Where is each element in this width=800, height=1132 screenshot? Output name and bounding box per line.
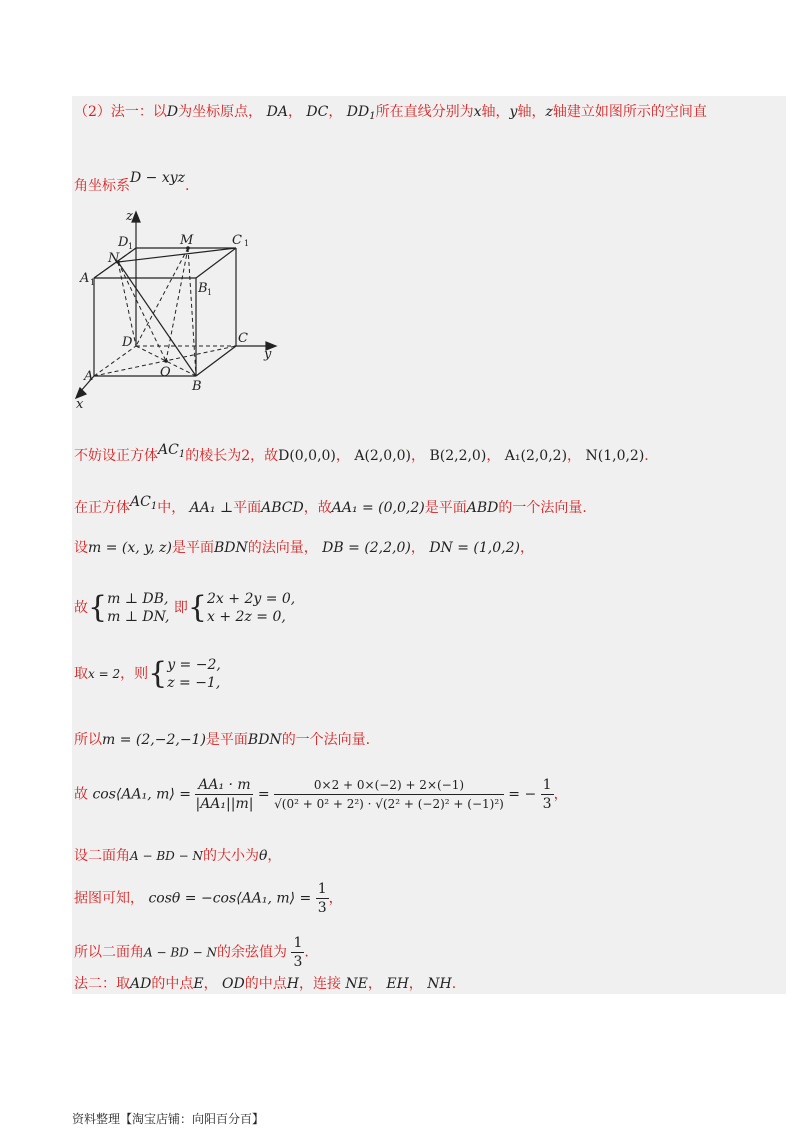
text: 的中点 [244, 976, 287, 992]
math: = − [508, 786, 537, 803]
line-answer [74, 934, 309, 971]
axis-label-x: x [76, 397, 84, 410]
text: 取 [74, 666, 88, 682]
math-sub: 1 [178, 449, 186, 460]
line-method-1-intro: （2）法一：以D为坐标原点， DA， DC， $DD_1$所在直线分别为x轴，y轴，z轴建立如图所示的空间直 [74, 104, 707, 122]
numerator: AA₁ · m [195, 776, 253, 795]
math: AD [130, 976, 152, 992]
text: 的中点 [151, 976, 194, 992]
label-sub: 1 [90, 278, 96, 287]
text: . [644, 448, 649, 464]
eq: z = −1, [167, 675, 221, 691]
math: DN = (1,0,2) [429, 540, 520, 556]
text: . [185, 178, 190, 194]
text: 轴建立如图所示的空间直 [552, 104, 707, 120]
text: 的大小为 [202, 848, 259, 864]
label-C: C [238, 331, 248, 346]
math: z [545, 104, 553, 120]
math: ABCD [261, 500, 304, 516]
text: ， [328, 890, 343, 907]
denominator: 3 [542, 796, 552, 812]
text: 故 [74, 600, 88, 616]
text: ， [267, 848, 282, 864]
text: 是平面 [424, 500, 467, 516]
text: 为坐标原点， [178, 104, 263, 120]
label-D: D [122, 335, 133, 350]
math: AA₁ = (0,0,2) [331, 500, 425, 516]
text: 不妨设正方体 [74, 448, 158, 464]
math: m = (2,−2,−1) [102, 732, 206, 748]
math-sub: 1 [150, 501, 158, 512]
text: 设二面角 [74, 848, 130, 864]
label-B1: B [198, 281, 208, 296]
math: D [166, 104, 179, 120]
line-m-result [74, 730, 370, 750]
brace: { [88, 590, 108, 625]
text: 所以二面角 [74, 944, 144, 961]
math: y [509, 104, 518, 120]
math: D(0,0,0) [278, 448, 336, 464]
line-coordinate-system [74, 168, 190, 196]
line-normal-vector-bdn: 设m = (x, y, z)是平面BDN的法向量， DB = (2,2,0)， DN = (1,0,2)， [74, 540, 534, 556]
line-method-2: 法二：取AD的中点E， OD的中点H，连接 NE， EH， NH. [74, 976, 457, 992]
math: θ [258, 848, 268, 864]
text: 中， [157, 500, 186, 516]
line-take-x [74, 656, 221, 692]
eq: m ⊥ DB, [107, 591, 169, 607]
text: 设 [74, 540, 88, 556]
line-cosine-calc [74, 776, 568, 813]
text: 故 [74, 786, 88, 803]
text: 在正方体 [74, 500, 130, 516]
line-cube-coordinates: 不妨设正方体$AC^1$的棱长为2，故D(0,0,0)， A(2,0,0)， B(2,2,0)， A₁(2,0,2)， N(1,0,2). [74, 442, 649, 464]
text: 的法向量， [247, 540, 318, 556]
label-N: N [108, 251, 120, 266]
numerator: 0×2 + 0×(−2) + 2×(−1) [274, 776, 504, 795]
text: ， [519, 540, 534, 556]
math: E [193, 976, 204, 992]
text: . [451, 976, 457, 992]
text: 法二：取 [74, 976, 130, 992]
math: A − BD − N [130, 849, 203, 863]
text: 轴， [517, 104, 546, 120]
math: EH [386, 976, 409, 992]
axis-label-y: y [264, 347, 272, 362]
math: cos⟨AA₁, m⟩ = [92, 786, 192, 803]
fraction [274, 776, 504, 813]
footer-source: 资料整理【淘宝店铺：向阳百分百】 [72, 1112, 265, 1126]
denominator: √(0² + 0² + 2²) · √(2² + (−2)² + (−1)²) [274, 797, 504, 811]
line-normal-vector-abd [74, 492, 587, 518]
math: x = 2 [88, 667, 121, 681]
math: BDN [213, 540, 248, 556]
fraction [291, 934, 304, 971]
text: 的一个法向量. [281, 732, 371, 748]
math: D − xyz [130, 170, 186, 186]
math: AA₁ ⊥ [189, 500, 234, 516]
math: DA [266, 104, 288, 120]
text: 据图可知， [74, 890, 144, 907]
label-sub: 1 [128, 242, 134, 251]
text: ，连接 [298, 976, 341, 992]
text: 的棱长为2，故 [185, 448, 279, 464]
math: A₁(2,0,2) [504, 448, 568, 464]
fraction [316, 880, 329, 917]
math: = [257, 786, 270, 803]
system [107, 590, 169, 626]
math: H [286, 976, 299, 992]
label-sub: 1 [244, 239, 250, 248]
math: m = (x, y, z) [88, 540, 172, 556]
text: 是平面 [171, 540, 214, 556]
math: AC [130, 494, 151, 510]
math: BDN [247, 732, 282, 748]
text: 即 [173, 600, 188, 616]
math: B(2,2,0) [429, 448, 487, 464]
label-A: A [84, 369, 94, 384]
math: A(2,0,0) [354, 448, 412, 464]
text: ，则 [120, 666, 149, 682]
cube-figure [74, 208, 284, 410]
eq: y = −2, [167, 657, 221, 673]
numerator: 1 [542, 777, 552, 793]
text: 轴， [481, 104, 510, 120]
line-system-1 [74, 590, 295, 626]
text: 的余弦值为 [216, 944, 287, 961]
eq: 2x + 2y = 0, [207, 591, 296, 607]
label-B: B [192, 379, 202, 394]
numerator: 1 [317, 881, 327, 897]
denominator: 3 [293, 954, 303, 970]
math: cosθ = −cos⟨AA₁, m⟩ = [148, 890, 312, 907]
text: . [304, 944, 309, 961]
text: 的一个法向量. [498, 500, 587, 516]
system [207, 590, 295, 626]
axis-label-z: z [126, 209, 133, 224]
denominator: |AA₁||m| [195, 796, 254, 812]
line-dihedral-angle [74, 846, 281, 866]
text: 角坐标系 [74, 178, 130, 194]
denominator: 3 [317, 900, 327, 916]
label-D1: D [118, 235, 129, 250]
math: DB = (2,2,0) [322, 540, 411, 556]
math: OD [222, 976, 245, 992]
math: DD [346, 104, 370, 120]
text: ， [203, 976, 218, 992]
math: DC [306, 104, 329, 120]
math: NE [345, 976, 368, 992]
label-C1: C [232, 233, 242, 248]
label-M: M [180, 233, 194, 248]
text: 平面 [233, 500, 262, 516]
numerator: 1 [293, 935, 303, 951]
fraction [195, 776, 253, 813]
label-O: O [160, 365, 171, 380]
math: x [473, 104, 482, 120]
text: 所在直线分别为 [375, 104, 474, 120]
math: NH [427, 976, 452, 992]
math: N(1,0,2) [585, 448, 645, 464]
label-A1: A [80, 271, 90, 286]
text: ， [553, 786, 568, 803]
text: 是平面 [205, 732, 248, 748]
math-sub: 1 [369, 111, 376, 122]
brace: { [187, 590, 208, 625]
fraction [541, 776, 554, 813]
eq: m ⊥ DN, [107, 609, 170, 625]
math: AC [158, 442, 179, 458]
system [167, 656, 221, 692]
math: ABD [466, 500, 499, 516]
text: ，故 [303, 500, 332, 516]
line-from-figure [74, 880, 343, 917]
brace: { [148, 656, 168, 691]
eq: x + 2z = 0, [207, 609, 286, 625]
label-sub: 1 [207, 288, 213, 297]
text: 所以 [74, 732, 102, 748]
math: A − BD − N [144, 945, 217, 960]
text: （2）法一：以 [74, 104, 167, 120]
